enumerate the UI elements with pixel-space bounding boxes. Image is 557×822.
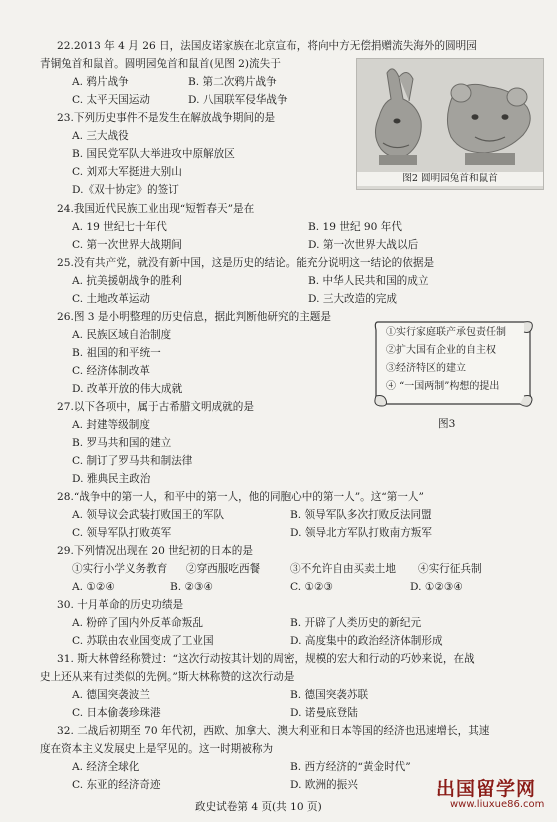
q31-option-c: C. 日本偷袭珍珠港 — [72, 707, 161, 719]
q30-option-d: D. 高度集中的政治经济体制形成 — [290, 635, 443, 647]
watermark-logo-text: 出国留学网 — [436, 778, 537, 800]
q26-option-c: C. 经济体制改革 — [72, 365, 151, 377]
q26-option-d: D. 改革开放的伟大成就 — [72, 383, 183, 395]
q28-option-b: B. 领导军队多次打败反法同盟 — [290, 509, 432, 521]
watermark-url: www.liuxue86.com — [450, 799, 545, 810]
bronze-heads-illustration — [357, 59, 543, 172]
q25-option-d: D. 三大改造的完成 — [308, 293, 398, 305]
q28-option-a: A. 领导议会武装打败国王的军队 — [72, 509, 225, 521]
q32-option-b: B. 西方经济的“黄金时代” — [290, 761, 411, 773]
q28-option-d: D. 领导北方军队打败南方叛军 — [290, 527, 432, 539]
q23-option-a: A. 三大战役 — [72, 130, 129, 142]
q23-option-b: B. 国民党军队大举进攻中原解放区 — [72, 148, 235, 160]
q25-option-a: A. 抗美援朝战争的胜利 — [72, 275, 182, 287]
figure-2-bronze-heads — [356, 58, 544, 190]
q32-line2: 度在资本主义发展史上是罕见的。这一时期被称为 — [40, 743, 274, 755]
q31-option-a: A. 德国突袭波兰 — [72, 689, 150, 701]
q31-line2: 史上还从来有过类似的先例。”斯大林称赞的这次行动是 — [40, 671, 295, 683]
q23-stem: 23.下列历史事件不是发生在解放战争期间的是 — [57, 112, 276, 124]
q24-option-a: A. 19 世纪七十年代 — [72, 221, 167, 233]
q27-option-c: C. 制订了罗马共和制法律 — [72, 455, 193, 467]
q29-item-4: ④实行征兵制 — [418, 563, 482, 575]
figure-3-item-3: ③经济特区的建立 — [386, 363, 466, 374]
q24-option-c: C. 第一次世界大战期间 — [72, 239, 182, 251]
q22-option-c: C. 太平天国运动 — [72, 94, 151, 106]
q25-option-c: C. 土地改革运动 — [72, 293, 151, 305]
q30-option-b: B. 开辟了人类历史的新纪元 — [290, 617, 422, 629]
figure-3-scroll — [372, 314, 534, 410]
q29-option-b: B. ②③④ — [170, 581, 214, 593]
figure-3-item-1: ①实行家庭联产承包责任制 — [386, 327, 506, 338]
q22-line2: 青铜兔首和鼠首。圆明园兔首和鼠首(见图 2)流失于 — [40, 58, 281, 70]
q22-option-d: D. 八国联军侵华战争 — [188, 94, 288, 106]
q26-stem: 26.图 3 是小明整理的历史信息，据此判断他研究的主题是 — [57, 311, 331, 323]
q30-option-c: C. 苏联由农业国变成了工业国 — [72, 635, 214, 647]
q29-item-2: ②穿西服吃西餐 — [186, 563, 261, 575]
figure-3-caption: 图3 — [438, 418, 456, 430]
q29-option-a: A. ①②④ — [72, 581, 115, 593]
q26-option-b: B. 祖国的和平统一 — [72, 347, 161, 359]
q31-option-d: D. 诺曼底登陆 — [290, 707, 358, 719]
q25-stem: 25.没有共产党，就没有新中国，这是历史的结论。能充分说明这一结论的依据是 — [57, 257, 435, 269]
q32-option-d: D. 欧洲的振兴 — [290, 779, 358, 791]
q24-option-b: B. 19 世纪 90 年代 — [308, 221, 402, 233]
q29-item-3: ③不允许自由买卖土地 — [290, 563, 396, 575]
q24-stem: 24.我国近代民族工业出现“短暂春天”是在 — [57, 203, 255, 215]
q31-option-b: B. 德国突袭苏联 — [290, 689, 369, 701]
q29-item-1: ①实行小学义务教育 — [72, 563, 168, 575]
q32-option-c: C. 东亚的经济奇迹 — [72, 779, 161, 791]
q30-stem: 30. 十月革命的历史功绩是 — [57, 599, 184, 611]
q22-line1: 22.2013 年 4 月 26 日，法国皮诺家族在北京宣布，将向中方无偿捐赠流失海外的圆明园 — [57, 40, 477, 52]
q27-option-a: A. 封建等级制度 — [72, 419, 150, 431]
q22-option-a: A. 鸦片战争 — [72, 76, 129, 88]
q30-option-a: A. 粉碎了国内外反革命叛乱 — [72, 617, 203, 629]
figure-3-item-2: ②扩大国有企业的自主权 — [386, 345, 496, 356]
q26-option-a: A. 民族区域自治制度 — [72, 329, 172, 341]
q32-option-a: A. 经济全球化 — [72, 761, 140, 773]
q28-stem: 28.“战争中的第一人，和平中的第一人，他的同胞心中的第一人”。这“第一人” — [57, 491, 424, 503]
q22-option-b: B. 第二次鸦片战争 — [188, 76, 277, 88]
q23-option-c: C. 刘邓大军挺进大别山 — [72, 166, 182, 178]
q24-option-d: D. 第一次世界大战以后 — [308, 239, 419, 251]
q25-option-b: B. 中华人民共和国的成立 — [308, 275, 429, 287]
figure-2-caption: 图2 圆明园兔首和鼠首 — [357, 172, 543, 186]
q27-option-d: D. 雅典民主政治 — [72, 473, 151, 485]
figure-3-item-4: ④ “一国两制”构想的提出 — [386, 381, 500, 392]
q32-line1: 32. 二战后初期至 70 年代初，西欧、加拿大、澳大利亚和日本等国的经济也迅速增长，其速 — [57, 725, 490, 737]
q27-option-b: B. 罗马共和国的建立 — [72, 437, 172, 449]
q27-stem: 27.以下各项中，属于古希腊文明成就的是 — [57, 401, 254, 413]
page-footer: 政史试卷第 4 页(共 10 页) — [195, 801, 322, 813]
q29-stem: 29.下列情况出现在 20 世纪初的日本的是 — [57, 545, 253, 557]
q29-option-c: C. ①②③ — [290, 581, 333, 593]
q28-option-c: C. 领导军队打败英军 — [72, 527, 172, 539]
q29-option-d: D. ①②③④ — [410, 581, 463, 593]
q31-line1: 31. 斯大林曾经称赞过：“这次行动按其计划的周密，规模的宏大和行动的巧妙来说，在战 — [57, 653, 475, 665]
q23-option-d: D.《双十协定》的签订 — [72, 184, 179, 196]
